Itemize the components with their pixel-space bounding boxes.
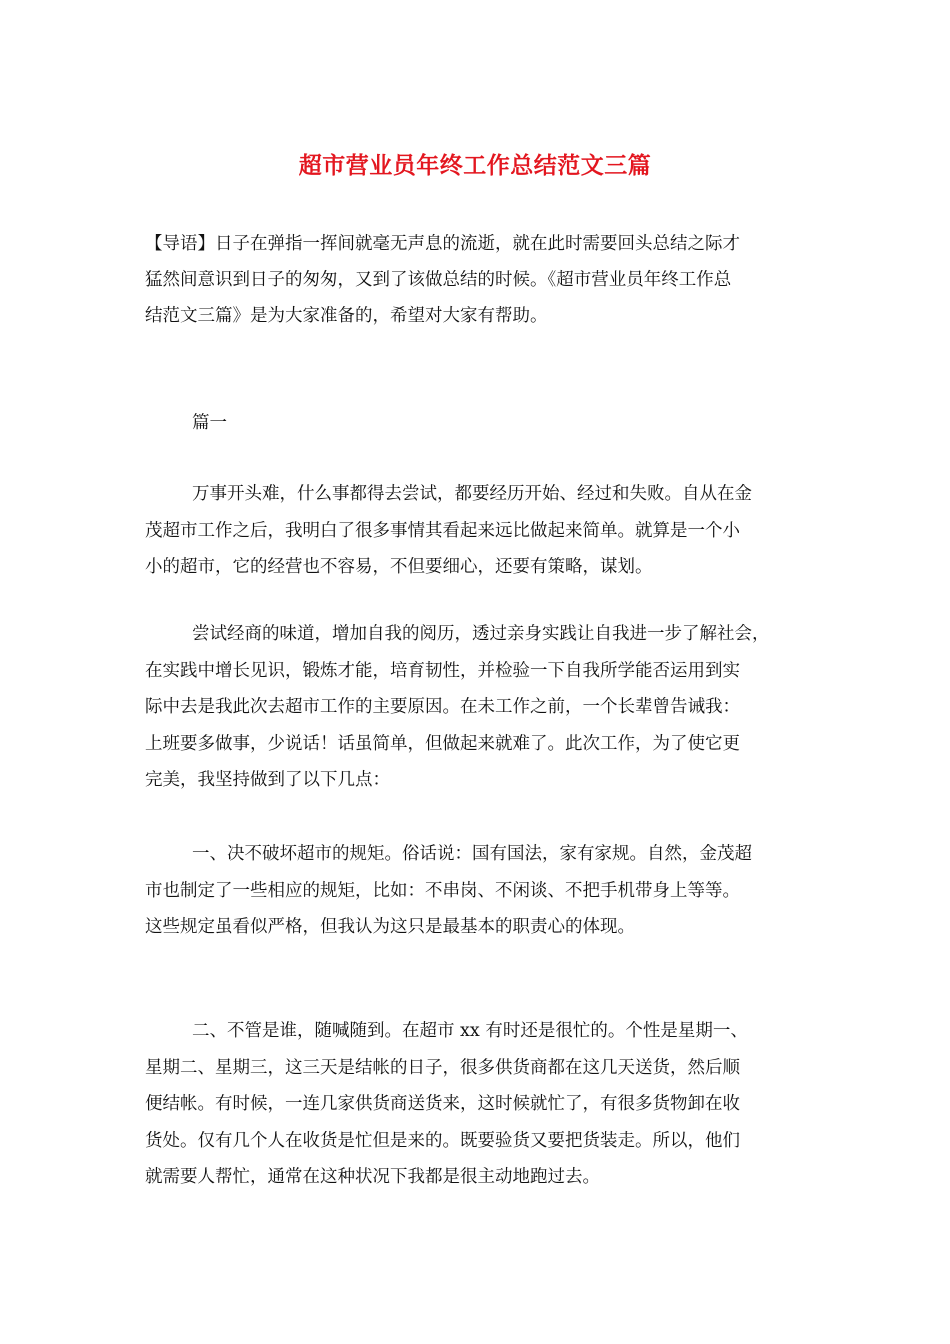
paragraph-line: 在实践中增长见识，锻炼才能，培育韧性，并检验一下自我所学能否运用到实 [145,660,740,681]
intro-paragraph [145,226,815,334]
paragraph-line: 市也制定了一些相应的规矩，比如：不串岗、不闲谈、不把手机带身上等等。 [145,880,740,901]
paragraph-line: 茂超市工作之后，我明白了很多事情其看起来远比做起来简单。就算是一个小 [145,520,740,541]
paragraph-line: 就需要人帮忙，通常在这种状况下我都是很主动地跑过去。 [145,1167,600,1187]
body-paragraph-1 [145,476,825,586]
intro-line: 结范文三篇》是为大家准备的，希望对大家有帮助。 [145,306,548,326]
paragraph-line: 尝试经商的味道，增加自我的阅历，透过亲身实践让自我进一步了解社会， [192,624,770,644]
paragraph-line: 二、不管是谁，随喊随到。在超市 xx 有时还是很忙的。个性是星期一、 [192,1021,748,1041]
body-paragraph-4 [145,1013,825,1196]
paragraph-line: 际中去是我此次去超市工作的主要原因。在未工作之前，一个长辈曾告诫我： [145,697,740,717]
body-paragraph-3 [145,836,825,946]
paragraph-line: 万事开头难，什么事都得去尝试，都要经历开始、经过和失败。自从在金 [192,484,752,504]
section-heading: 篇一 [192,413,227,433]
body-paragraph-2 [145,616,825,799]
intro-line: 【导语】日子在弹指一挥间就毫无声息的流逝，就在此时需要回头总结之际才 [145,234,740,254]
paragraph-line: 货处。仅有几个人在收货是忙但是来的。既要验货又要把货装走。所以，他们 [145,1130,740,1151]
paragraph-line: 便结帐。有时候，一连几家供货商送货来，这时候就忙了，有很多货物卸在收 [145,1094,740,1114]
paragraph-line: 这些规定虽看似严格，但我认为这只是最基本的职责心的体现。 [145,917,635,937]
paragraph-line: 小的超市，它的经营也不容易，不但要细心，还要有策略，谋划。 [145,557,653,577]
paragraph-line: 完美，我坚持做到了以下几点： [145,770,390,790]
paragraph-line: 一、决不破坏超市的规矩。俗话说：国有国法，家有家规。自然，金茂超 [192,844,752,864]
intro-line: 猛然间意识到日子的匆匆，又到了该做总结的时候。《超市营业员年终工作总 [145,270,732,290]
paragraph-line: 上班要多做事，少说话！话虽简单，但做起来就难了。此次工作，为了使它更 [145,733,740,754]
document-title: 超市营业员年终工作总结范文三篇 [298,152,652,179]
paragraph-line: 星期二、星期三，这三天是结帐的日子，很多供货商都在这几天送货，然后顺 [145,1057,740,1078]
